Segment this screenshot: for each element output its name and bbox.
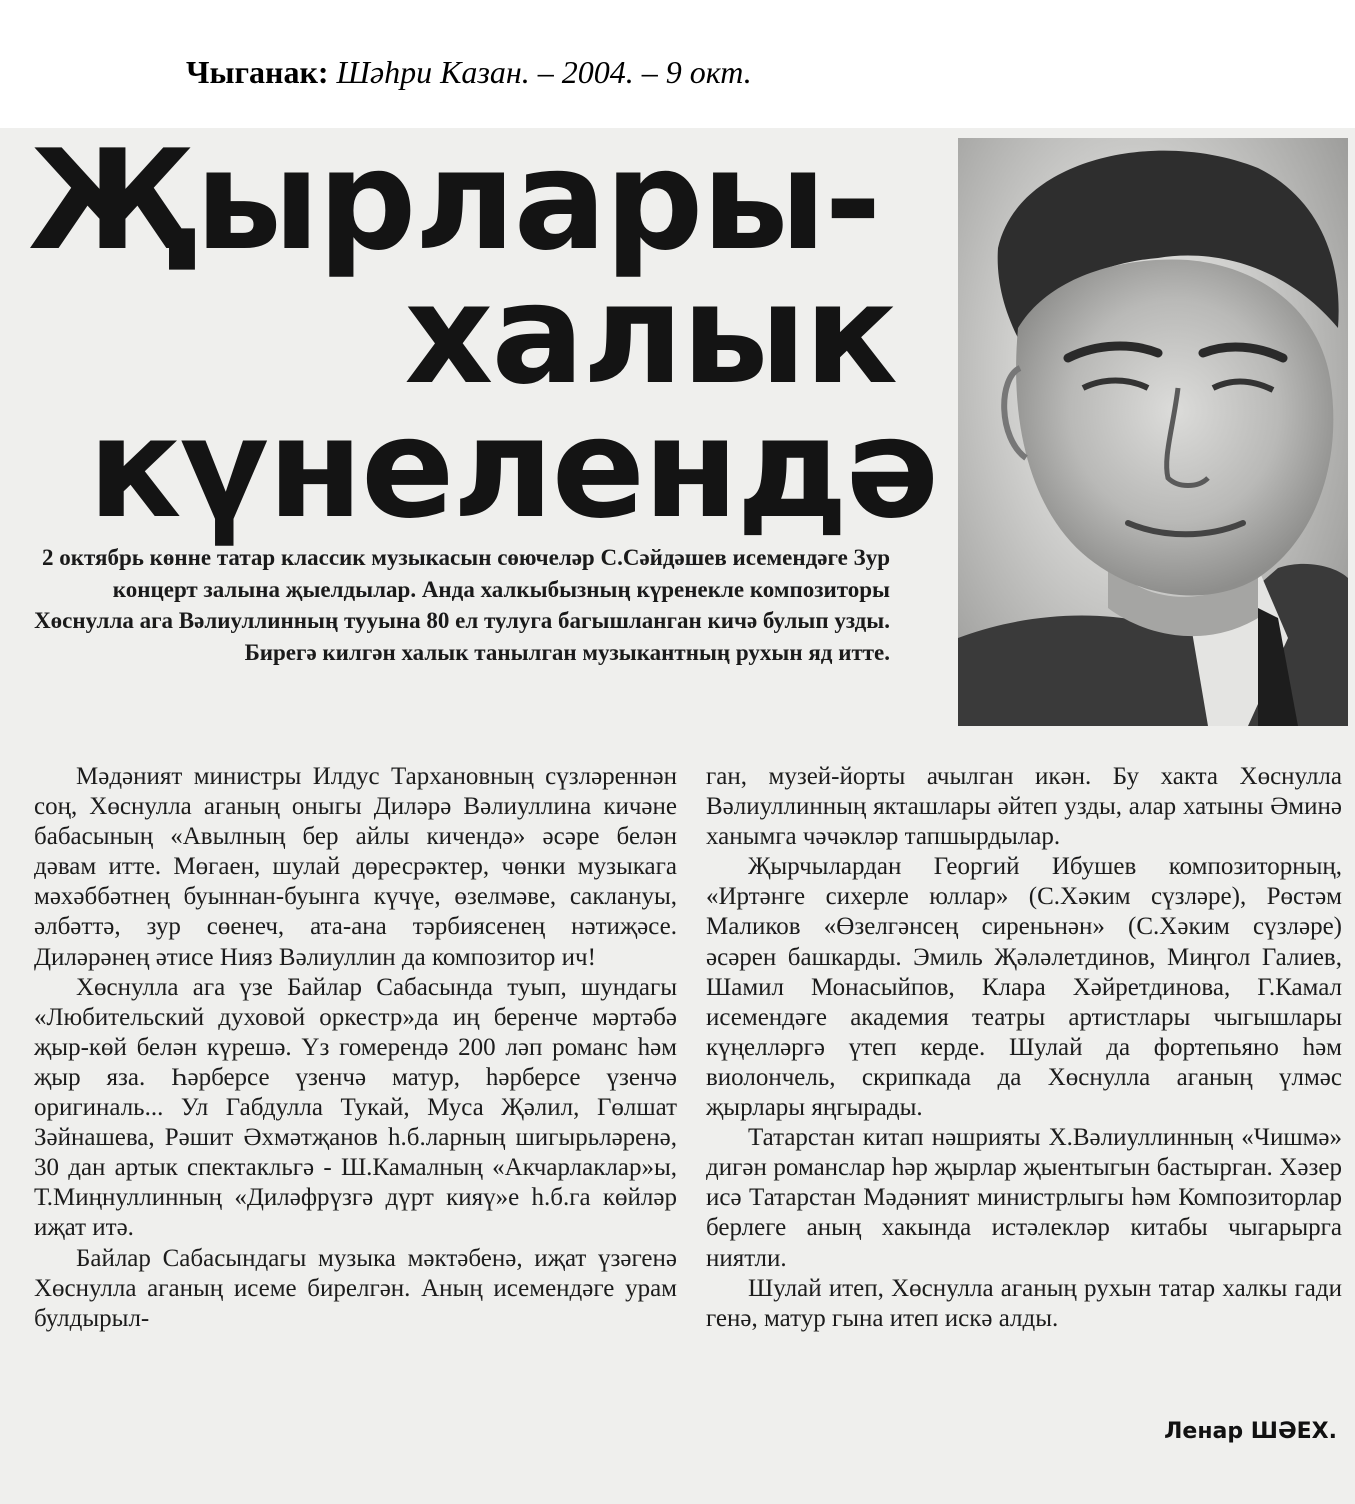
source-citation <box>186 52 752 92</box>
column1-paragraph-2: Хөснулла ага үзе Байлар Сабасында туып, шундагы «Любительский духовой оркестр»да иң беренче мәртәбә җыр-көй белән күрешә. Үз гомерендә 200 ләп романс һәм җыр яза. Һәрберсе үзенчә матур, һәрберсе үзенчә оригиналь... Ул Габдулла Тукай, Муса Җәлил, Гөлшат Зәйнашева, Рәшит Әхмәтҗанов һ.б.ларның шигырьләренә, 30 дан артык спектакльгә - Ш.Камалның «Акчарлаклар»ы, Т.Миңнуллинның «Диләфрүзгә дүрт кияү»е һ.б.га көйләр иҗат итә. <box>34 973 677 1242</box>
source-value: Шәһри Казан. – 2004. – 9 окт. <box>336 54 752 90</box>
source-label: Чыганак: <box>186 54 329 90</box>
article-headline <box>28 128 938 549</box>
article-column-2 <box>706 762 1342 1334</box>
portrait-illustration <box>958 138 1348 726</box>
column2-paragraph-3: Татарстан китап нәшрияты Х.Вәлиуллинның «Чишмә» дигән романслар һәр җырлар җыентыгын бастырган. Хәзер исә Татарстан Мәдәният министрлыгы һәм Композиторлар берлеге аның хакында истәлекләр китабы чыгарырга ниятли. <box>706 1124 1342 1272</box>
article-lead: 2 октябрь көнне татар классик музыкасын сөючеләр С.Сәйдәшев исемендәге Зур концерт залына җыелдылар. Анда халкыбызның күренекле композиторы Хөснулла ага Вәлиуллинның тууына 80 ел тулуга багышланган кичә булып узды. Бирегә килгән халык танылган музыкантның рухын яд итте. <box>34 545 890 665</box>
headline-line-2: халык <box>404 254 896 415</box>
column2-paragraph-2: Җырчылардан Георгий Ибушев композиторның, «Иртәнге сихерле юллар» (С.Хәким сүзләре), Рөстәм Маликов «Өзелгәнсең сиреньнән» (С.Хәким сүзләре) әсәрен башкарды. Эмиль Җәләлетдинов, Миңгол Галиев, Шамил Монасыйпов, Клара Хәйретдинова, Г.Камал исемендәге академия театры артистлары чыгышлары күңелләргә үтеп керде. Шулай да фортепьяно һәм виолончель, скрипкада да Хөснулла аганың үлмәс җырлары яңгырады. <box>706 853 1342 1122</box>
headline-line-1: Җырлары- <box>28 128 880 281</box>
column2-paragraph-1: ган, музей-йорты ачылган икән. Бу хакта Хөснулла Вәлиуллинның якташлары әйтеп узды, алар хатыны Әминә ханымга чәчәкләр тапшырдылар. <box>706 763 1342 851</box>
column2-paragraph-4: Шулай итеп, Хөснулла аганың рухын татар халкы гади генә, матур гына итеп искә алды. <box>706 1274 1342 1332</box>
article-column-1 <box>34 762 677 1334</box>
column1-paragraph-3: Байлар Сабасындагы музыка мәктәбенә, иҗат үзәгенә Хөснулла аганың исеме бирелгән. Аның исемендәге урам булдырыл- <box>34 1244 677 1332</box>
column1-paragraph-1: Мәдәният министры Илдус Тархановның сүзләреннән соң, Хөснулла аганың оныгы Диләрә Вәлиуллина кичәне бабасының «Авылның бер айлы кичендә» әсәре белән дәвам итте. Мөгаен, шулай дөресрәктер, чөнки музыкага мәхәббәтнең буыннан-буынга күчүе, өзелмәве, саклануы, әлбәттә, зур сөенеч, ата-ана тәрбиясенең нәтиҗәсе. Диләрәнең әтисе Нияз Вәлиуллин да композитор ич! <box>34 763 677 971</box>
newspaper-clipping <box>0 128 1355 1504</box>
headline-line-3: күнелендә <box>88 388 938 549</box>
portrait-photo <box>958 138 1348 726</box>
author-byline: Ленар ШӘЕХ. <box>1164 1419 1337 1444</box>
